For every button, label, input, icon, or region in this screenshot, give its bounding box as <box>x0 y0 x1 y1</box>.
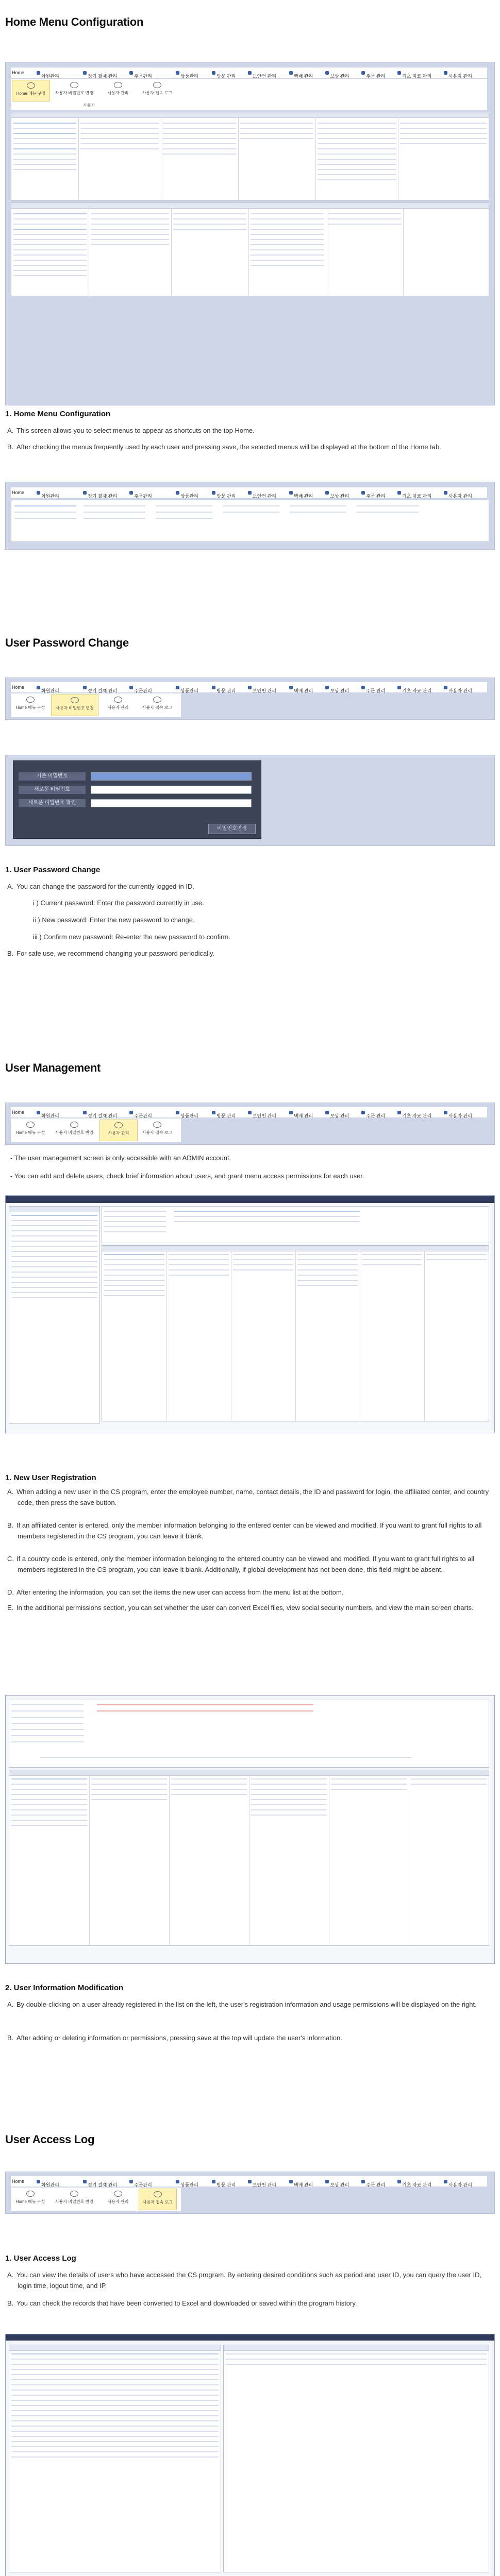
password-item-b: B. For safe use, we recommend changing your password periodically. <box>7 950 215 957</box>
users-item2-a: A. By double-clicking on a user already registered in the list on the left, the user's registration information and usage permissions will be displayed on the right. <box>7 2001 477 2008</box>
password-subitem-2: ii ) New password: Enter the new password to change. <box>33 916 195 924</box>
ribbon-access-log-button-3[interactable]: 사용자 접속 로그 <box>139 1120 176 1140</box>
screenshot-users-ribbon <box>5 1103 495 1145</box>
ribbon-user-mgmt-button-2[interactable]: 사용자 관리 <box>99 694 137 715</box>
new-password-label: 새로운 비밀번호 <box>19 786 86 794</box>
ribbon-access <box>11 2188 181 2211</box>
app-menubar: Home 화원관리 정기 결제 관리 주문관리 상품관리 방문 관리 보안번 관리 택배 관리 보상 관리 주문 관리 기초 자료 관리 사용자 관리 <box>11 67 487 78</box>
password-subitem-3: iii ) Confirm new password: Re-enter the new password to confirm. <box>33 933 230 941</box>
ribbon-users <box>11 1118 181 1142</box>
menu-check-grid-top <box>11 112 489 200</box>
users-item2-b: B. After adding or deleting information or permissions, pressing save at the top will update the user's information. <box>7 2034 342 2042</box>
screenshot-home-result <box>5 482 495 550</box>
users-bullet-1: - The user management screen is only accessible with an ADMIN account. <box>10 1154 231 1162</box>
registration-permission-grid[interactable] <box>9 1770 489 1946</box>
ribbon-home-config-button[interactable]: Home 메뉴 구성 <box>12 80 50 101</box>
current-password-input[interactable] <box>91 772 252 781</box>
user-permission-grid[interactable] <box>102 1245 489 1421</box>
ribbon-user-mgmt-button-4[interactable]: 사용자 관리 <box>99 2189 137 2209</box>
ribbon-access-log-button-2[interactable]: 사용자 접속 로그 <box>139 694 176 715</box>
registration-form[interactable] <box>9 1700 489 1768</box>
screenshot-password-ribbon <box>5 677 495 720</box>
screenshot-user-management <box>5 1195 495 1433</box>
heading-password: 1. User Password Change <box>5 866 101 874</box>
screenshot-access-ribbon <box>5 2172 495 2214</box>
ribbon-password-button-3[interactable]: 사용자 비밀번호 변경 <box>51 1120 97 1140</box>
password-subitem-1: i ) Current password: Enter the password currently in use. <box>33 899 204 907</box>
app-menubar-2: Home 화원관리 정기 결제 관리 주문관리 상품관리 방문 관리 보안번 관리 택배 관리 보상 관리 주문 관리 기초 자료 관리 사용자 관리 <box>11 487 487 498</box>
ribbon-password-button-2[interactable]: 사용자 비밀번호 변경 <box>51 694 98 716</box>
section-title-password: User Password Change <box>5 636 129 649</box>
ribbon-user <box>11 79 487 110</box>
ribbon-user-mgmt-button-3[interactable]: 사용자 관리 <box>99 1120 138 1141</box>
ribbon-home-config-button-4[interactable]: Home 메뉴 구성 <box>12 2189 49 2209</box>
home-shortcut-list <box>11 500 489 542</box>
screenshot-home-config <box>5 62 495 405</box>
heading-new-user: 1. New User Registration <box>5 1473 96 1482</box>
confirm-password-input[interactable] <box>91 799 252 807</box>
app-menubar-5: Home 화원관리 정기 결제 관리 주문관리 상품관리 방문 관리 보안번 관리 택배 관리 보상 관리 주문 관리 기초 자료 관리 사용자 관리 <box>11 2176 487 2187</box>
ribbon-password-button[interactable]: 사용자 비밀번호 변경 <box>51 80 97 100</box>
current-password-label: 기존 비밀번호 <box>19 772 86 781</box>
heading-access-log: 1. User Access Log <box>5 2254 76 2263</box>
screenshot-user-registration <box>5 1695 495 1964</box>
user-list-table[interactable] <box>9 1206 100 1423</box>
new-password-input[interactable] <box>91 786 252 794</box>
ribbon-home-config-button-2[interactable]: Home 메뉴 구성 <box>12 694 49 715</box>
section-title-home: Home Menu Configuration <box>5 15 144 28</box>
ribbon-password <box>11 693 181 717</box>
password-item-a: A. You can change the password for the currently logged-in ID. <box>7 883 194 890</box>
users-bullet-2: - You can add and delete users, check brief information about users, and grant menu access permissions for each user. <box>10 1172 364 1180</box>
users-item1-b: B. If an affiliated center is entered, only the member information belonging to the entered center can be viewed and modified. If you want to grant full rights to all members registered in the CS program, you can leave it blank. <box>7 1521 482 1540</box>
change-password-button[interactable]: 비밀번호변경 <box>208 824 256 834</box>
password-dialog <box>13 760 261 839</box>
access-item-a: A. You can view the details of users who have accessed the CS program. By entering desired conditions such as period and user ID, you can query the user ID, login time, logout time, and IP. <box>7 2271 482 2290</box>
section-title-access: User Access Log <box>5 2133 95 2146</box>
excel-history-table[interactable] <box>223 2345 489 2572</box>
app-menubar-3: Home 화원관리 정기 결제 관리 주문관리 상품관리 방문 관리 보안번 관리 택배 관리 보상 관리 주문 관리 기초 자료 관리 사용자 관리 <box>11 682 487 693</box>
home-item-b: B. After checking the menus frequently used by each user and pressing save, the selected menus will be displayed at the bottom of the Home tab. <box>7 443 441 451</box>
section-title-users: User Management <box>5 1061 101 1074</box>
ribbon-access-log-button[interactable]: 사용자 접속 로그 <box>139 80 176 100</box>
ribbon-user-mgmt-button[interactable]: 사용자 관리 <box>99 80 137 100</box>
app-menubar-4: Home 화원관리 정기 결제 관리 주문관리 상품관리 방문 관리 보안번 관리 택배 관리 보상 관리 주문 관리 기초 자료 관리 사용자 관리 <box>11 1107 487 1118</box>
access-item-b: B. You can check the records that have been converted to Excel and downloaded or saved within the program history. <box>7 2299 357 2307</box>
users-item1-e: E. In the additional permissions section, you can set whether the user can convert Excel files, view social security numbers, and view the main screen charts. <box>7 1604 474 1612</box>
users-item1-a: A. When adding a new user in the CS program, enter the employee number, name, contact details, the ID and password for login, the affiliated center, and country code, then press the save button. <box>7 1488 489 1506</box>
screenshot-access-log <box>5 2334 495 2576</box>
ribbon-access-log-button-4[interactable]: 사용자 접속 로그 <box>139 2189 177 2210</box>
menu-check-grid-bottom <box>11 202 489 296</box>
ribbon-password-button-4[interactable]: 사용자 비밀번호 변경 <box>51 2189 97 2209</box>
home-item-a: A. This screen allows you to select menus to appear as shortcuts on the top Home. <box>7 427 255 434</box>
heading-home-config: 1. Home Menu Configuration <box>5 410 111 418</box>
ribbon-home-config-button-3[interactable]: Home 메뉴 구성 <box>12 1120 49 1140</box>
heading-user-modify: 2. User Information Modification <box>5 1984 124 1992</box>
access-log-table[interactable] <box>9 2345 221 2572</box>
user-info-form[interactable] <box>102 1206 489 1243</box>
ribbon-group-label: 사용자 <box>83 103 95 108</box>
confirm-password-label: 새로운 비밀번호 확인 <box>19 799 86 807</box>
users-item1-d: D. After entering the information, you can set the items the new user can access from the menu list at the bottom. <box>7 1588 344 1596</box>
users-item1-c: C. If a country code is entered, only the member information belonging to the entered country can be viewed and modified. If you want to grant full rights to all members registered in the CS program, you can leave it blank. Additionally, if global development has not been done, this field might be absent. <box>7 1555 475 1573</box>
screenshot-password-dialog <box>5 755 495 846</box>
